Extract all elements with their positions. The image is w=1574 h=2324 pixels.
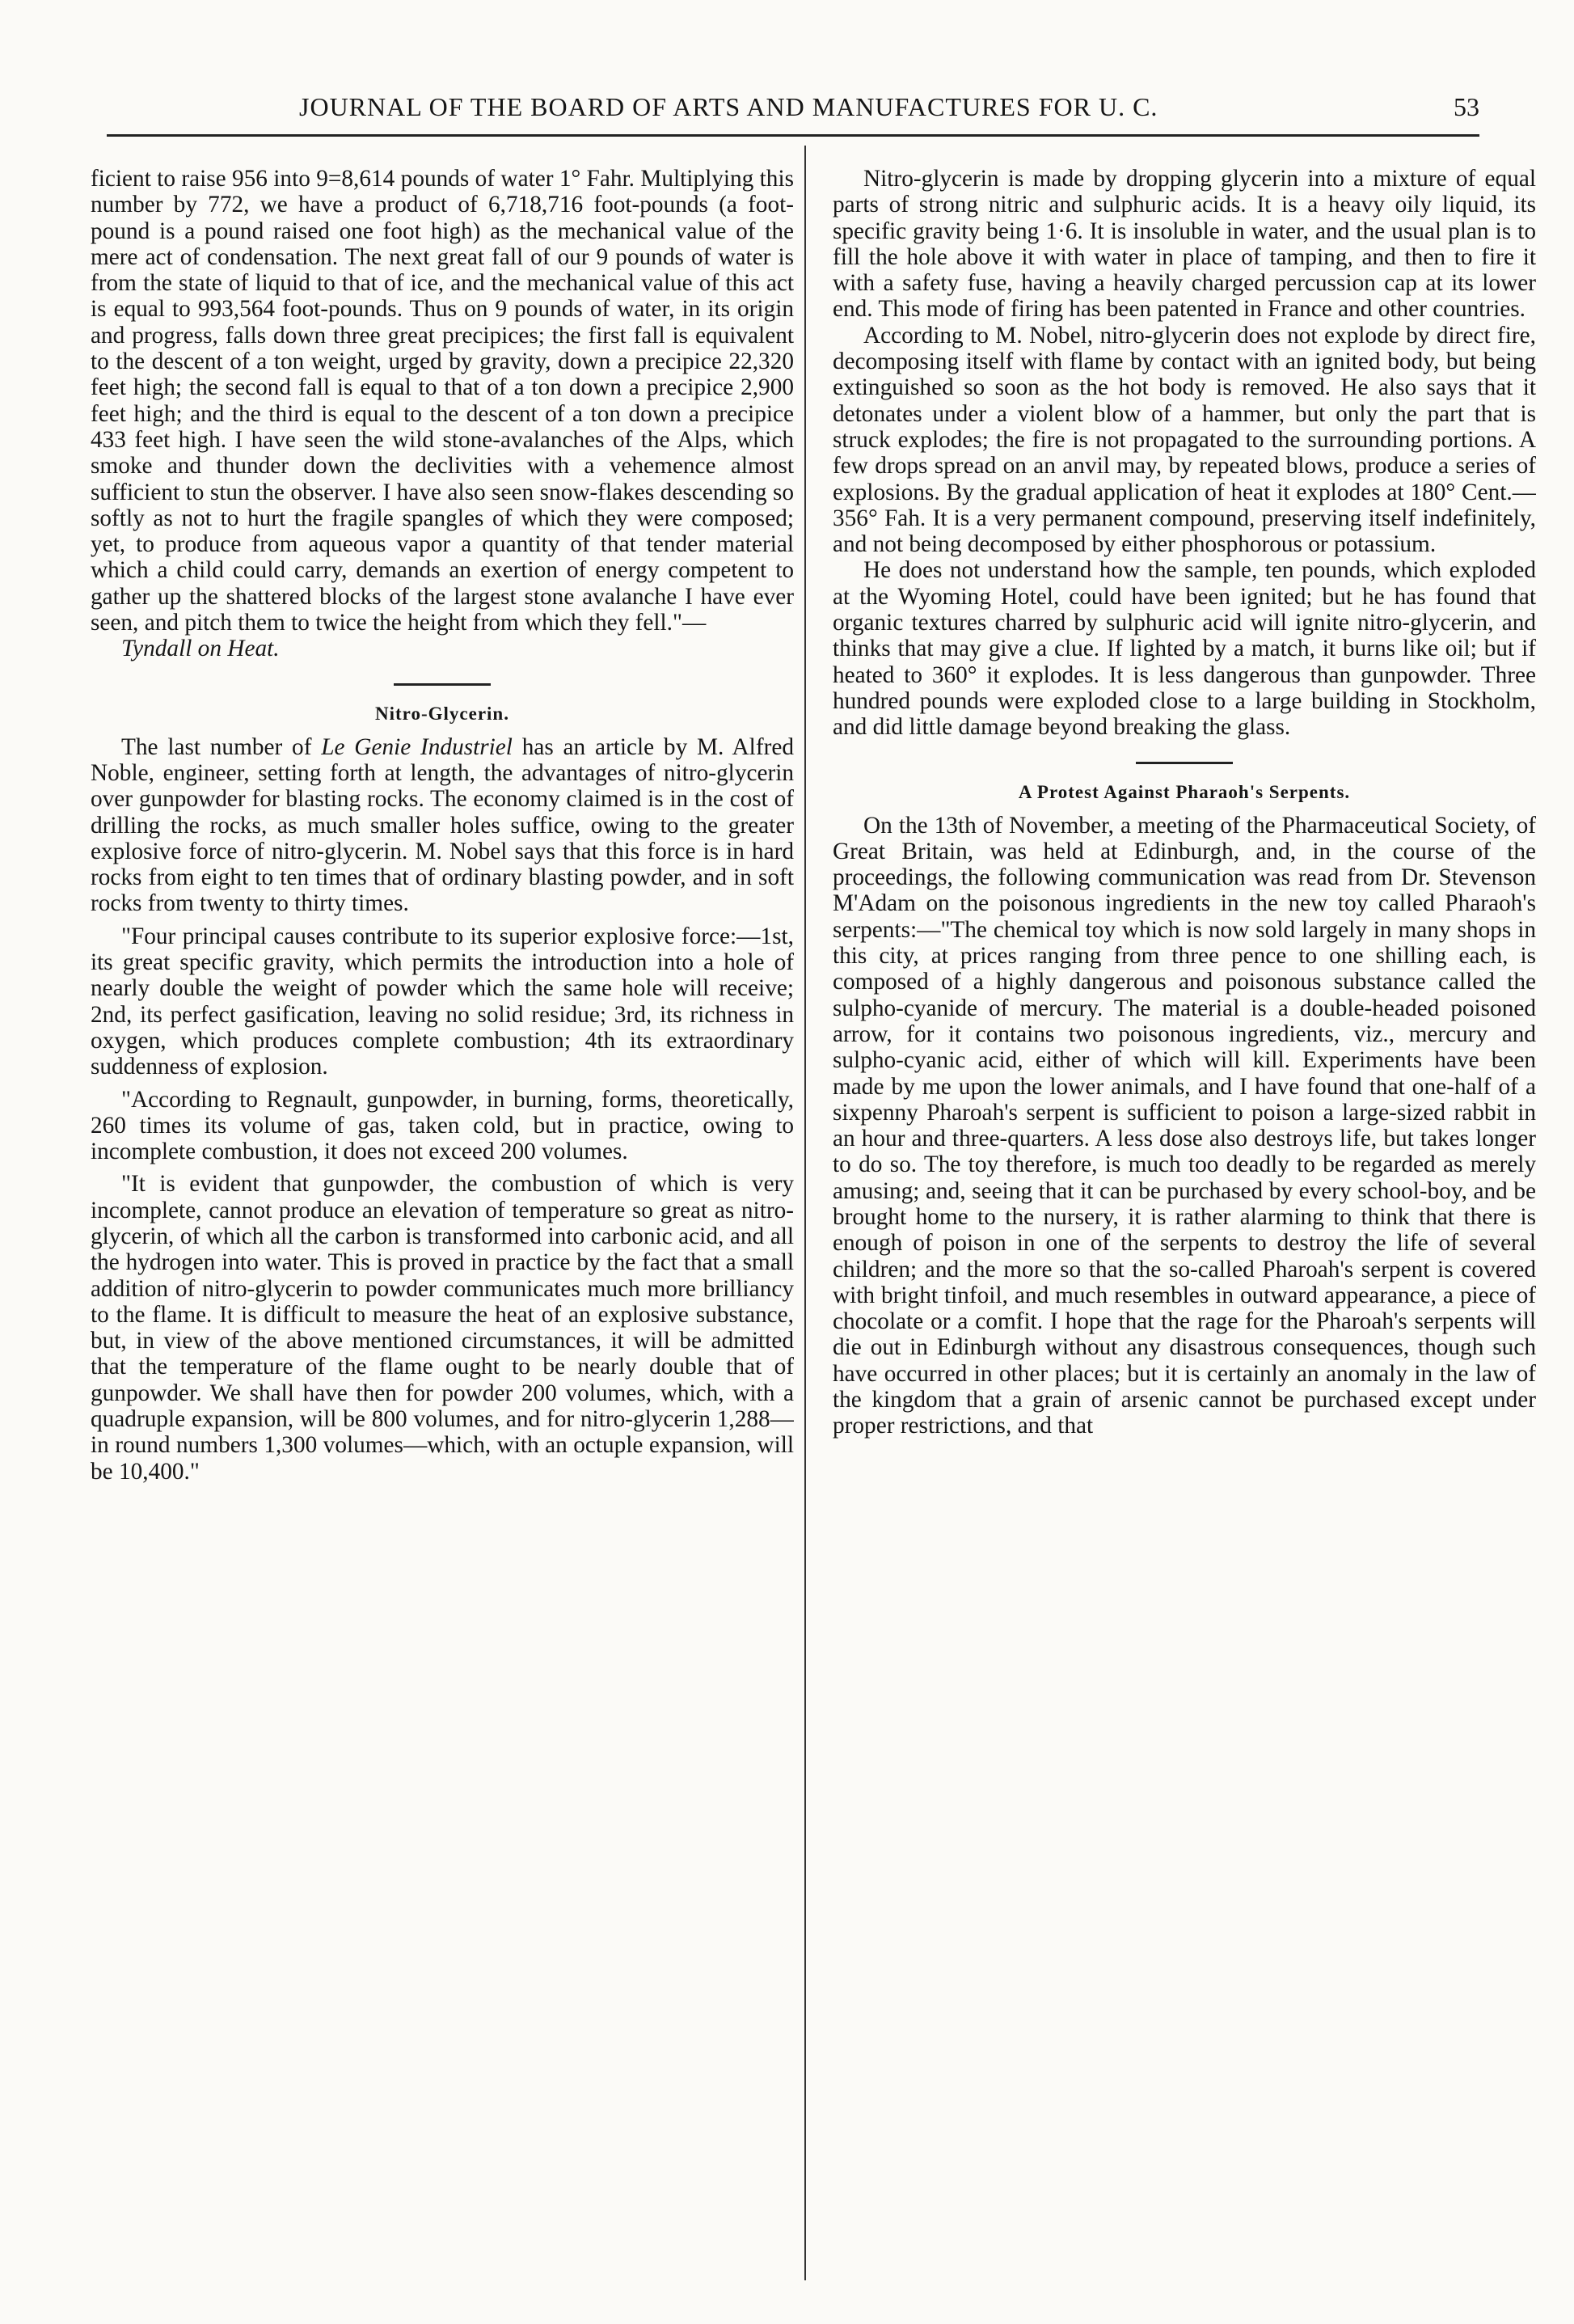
source-citation: Tyndall on Heat.	[121, 636, 280, 662]
paragraph-nobel-explosion: According to M. Nobel, nitro-glycerin does not explode by direct fire, decomposing itself with flame by contact with an ignited body, but being extinguished so soon as the hot body is removed. He also says that it detonates under a violent blow of a hammer, but only the part that is struck explodes; the fire is not propagated to the surrounding portions. A few drops spread on an anvil may, by repeated blows, produce a series of explosions. By the gradual application of heat it explodes at 180° Cent.—356° Fah. It is a very permanent compound, preserving itself indefinitely, and not being decomposed by either phosphorous or potassium.	[833, 322, 1536, 558]
section-rule	[394, 683, 491, 686]
running-header	[105, 87, 1479, 129]
quote-source	[91, 636, 794, 661]
column-divider	[804, 146, 806, 2280]
paragraph-nitro-manufacture: Nitro-glycerin is made by dropping glycerin into a mixture of equal parts of strong nitric and sulphuric acids. It is a heavy oily liquid, its specific gravity being 1·6. It is insoluble in water, and the usual plan is to fill the hole above it with water in place of tamping, and then to fire it with a safety fuse, having a heavily charged percussion cap at its lower end. This mode of firing has been patented in France and other countries.	[833, 166, 1536, 323]
paragraph-four-causes: "Four principal causes contribute to its superior explosive force:—1st, its great specific gravity, which permits the introduction into a hole of nearly double the weight of powder which the same hole will receive; 2nd, its perfect gasification, leaving no solid residue; 3rd, its richness in oxygen, which produces complete combustion; 4th its extraordinary suddenness of explosion.	[91, 923, 794, 1080]
header-rule	[107, 134, 1479, 137]
left-column	[91, 166, 794, 2301]
section-rule	[1136, 762, 1233, 764]
heading-nitro-glycerin: Nitro-Glycerin.	[375, 703, 509, 724]
page-number: 53	[1454, 92, 1479, 121]
paragraph-regnault: "According to Regnault, gunpowder, in burning, forms, theoretically, 260 times its volume of gas, taken cold, but in practice, owing to incomplete combustion, it does not exceed 200 volumes.	[91, 1086, 794, 1165]
journal-name: Le Genie Industriel	[321, 733, 513, 760]
paragraph-nitro-intro: The last number of Le Genie Industriel has an article by M. Alfred Noble, engineer, setting forth at length, the advantages of nitro-glycerin over gunpowder for blasting rocks. The economy claimed is in the cost of drilling the rocks, as much smaller holes suffice, owing to the greater explosive force of nitro-glycerin. M. Nobel says that this force is in hard rocks from eight to ten times that of ordinary blasting powder, and in soft rocks from twenty to thirty times.	[91, 733, 794, 917]
right-column	[833, 166, 1536, 2301]
paragraph-heat-continued: ficient to raise 956 into 9=8,614 pounds of water 1° Fahr. Multiplying this number by 772, we have a product of 6,718,716 foot-pounds (a foot-pound is a pound raised one foot high) as the mechanical value of the mere act of condensation. The next great fall of our 9 pounds of water is from the state of liquid to that of ice, and the mechanical value of this act is equal to 993,564 foot-pounds. Thus on 9 pounds of water, in its origin and progress, falls down three great precipices; the first fall is equivalent to the descent of a ton weight, urged by gravity, down a precipice 22,320 feet high; the second fall is equal to that of a ton down a precipice 2,900 feet high; and the third is equal to the descent of a ton down a precipice 433 feet high. I have seen the wild stone-avalanches of the Alps, which smoke and thunder down the declivities with a vehemence almost sufficient to stun the observer. I have also seen snow-flakes descending so softly as not to hurt the fragile spangles of which they were composed; yet, to produce from aqueous vapor a quantity of that tender material which a child could carry, demands an exertion of energy competent to gather up the shattered blocks of the largest stone avalanche I have ever seen, and pitch them to twice the height from which they fell."—	[91, 166, 794, 636]
heading-pharaohs-serpents: A Protest Against Pharaoh's Serpents.	[1018, 781, 1351, 802]
paragraph-gunpowder-combustion: "It is evident that gunpowder, the combustion of which is very incomplete, cannot produce an elevation of temperature so great as nitro-glycerin, of which all the carbon is transformed into carbonic acid, and all the hydrogen into water. This is proved in practice by the fact that a small addition of nitro-glycerin to powder communicates much more brilliancy to the flame. It is difficult to measure the heat of an explosive substance, but, in view of the above mentioned circumstances, it will be admitted that the temperature of the flame ought to be nearly double that of gunpowder. We shall have then for powder 200 volumes, which, with a quadruple expansion, will be 800 volumes, and for nitro-glycerin 1,288—in round numbers 1,300 volumes—which, with an octuple expansion, will be 10,400."	[91, 1171, 794, 1485]
paragraph-pharmaceutical-society: On the 13th of November, a meeting of the Pharmaceutical Society, of Great Britain, was held at Edinburgh, and, in the course of the proceedings, the following communication was read from Dr. Stevenson M'Adam on the poisonous ingredients in the new toy called Pharaoh's serpents:—"The chemical toy which is now sold largely in many shops in this city, at prices ranging from three pence to one shilling each, is composed of a highly dangerous and poisonous substance called the sulpho-cyanide of mercury. The material is a double-headed poisoned arrow, for it contains two poisonous ingredients, viz., mercury and sulpho-cyanic acid, either of which will kill. Experiments have been made by me upon the lower animals, and I have found that one-half of a sixpenny Pharoah's serpent is sufficient to poison a large-sized rabbit in an hour and three-quarters. A less dose also destroys life, but takes longer to do so. The toy therefore, is much too deadly to be regarded as merely amusing; and, seeing that it can be purchased by every school-boy, and be brought home to the nursery, it is rather alarming to think that there is enough of poison in one of the serpents to destroy the life of several children; and the more so that the so-called Pharoah's serpent is covered with bright tinfoil, and much resembles in outward appearance, a piece of chocolate or a comfit. I hope that the rage for the Pharoah's serpents will die out in Edinburgh without any disastrous consequences, though such have occurred in other places; but it is certainly an anomaly in the law of the kingdom that a grain of arsenic cannot be purchased except under proper restrictions, and that	[833, 812, 1536, 1439]
paragraph-wyoming-hotel: He does not understand how the sample, ten pounds, which exploded at the Wyoming Hotel, could have been ignited; but he has found that organic textures charred by sulphuric acid will ignite nitro-glycerin, and thinks that may give a clue. If lighted by a match, it burns like oil; but if heated to 360° it explodes. It is less dangerous than gunpowder. Three hundred pounds were exploded close to a large building in Stockholm, and did little damage beyond breaking the glass.	[833, 557, 1536, 741]
journal-title: JOURNAL OF THE BOARD OF ARTS AND MANUFACTURES FOR U. C.	[299, 92, 1158, 121]
